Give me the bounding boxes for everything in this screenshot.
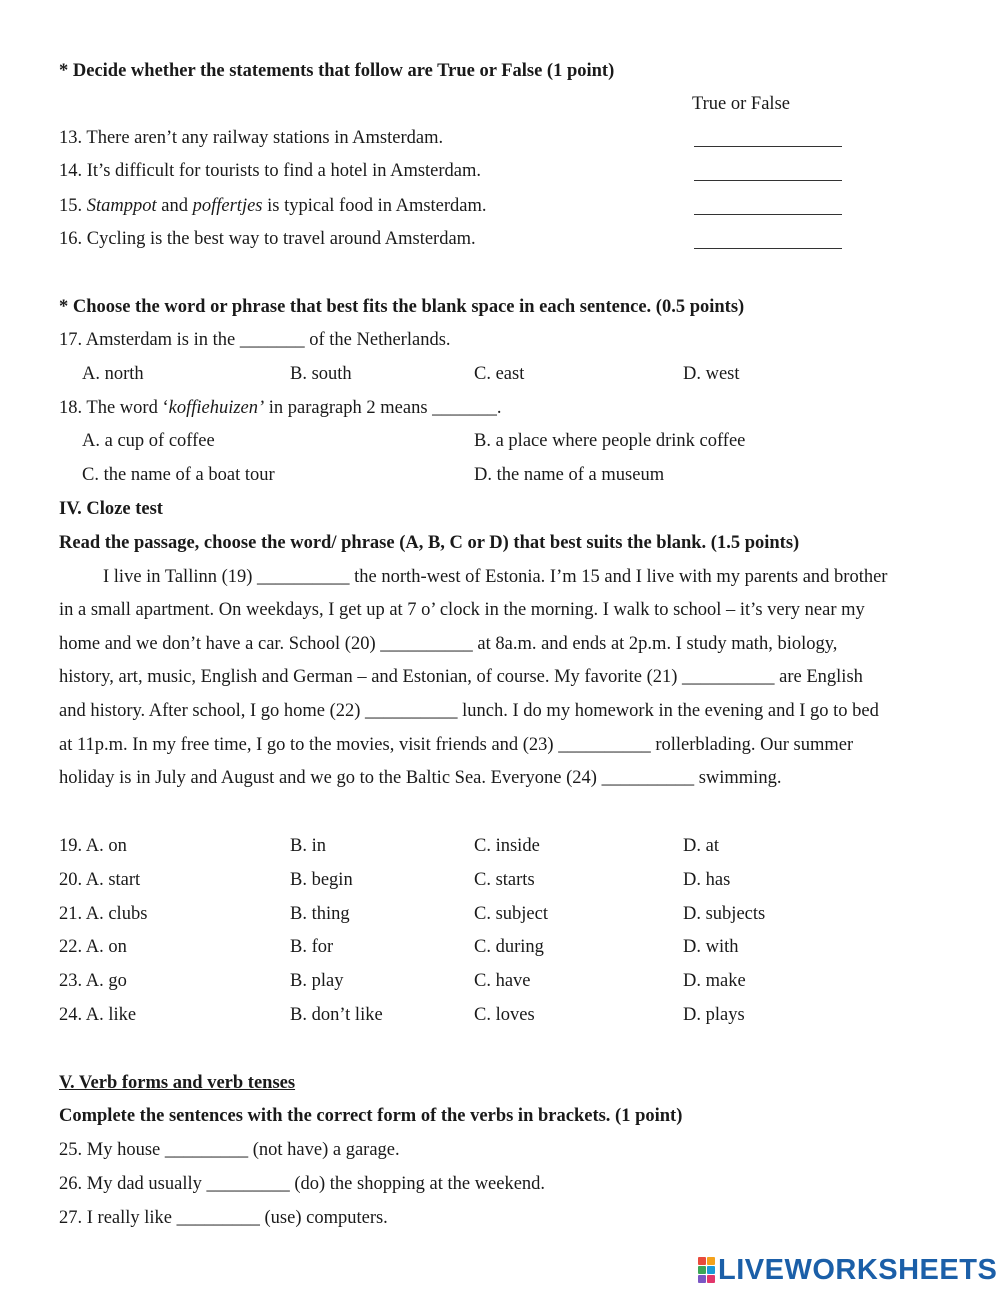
- q23-option-b[interactable]: B. play: [290, 971, 344, 991]
- q15-italic-stamppot: Stamppot: [86, 196, 157, 216]
- answer-blank-16[interactable]: [694, 248, 842, 249]
- q20-option-a[interactable]: 20. A. start: [59, 870, 141, 890]
- passage-line: holiday is in July and August and we go to the Baltic Sea. Everyone (24) __________ swimming.: [59, 768, 782, 788]
- q23-option-c[interactable]: C. have: [474, 971, 531, 991]
- q21-option-c[interactable]: C. subject: [474, 904, 548, 924]
- q24-option-c[interactable]: C. loves: [474, 1005, 535, 1025]
- q20-option-b[interactable]: B. begin: [290, 870, 353, 890]
- logo-square: [707, 1257, 715, 1265]
- q22-option-d[interactable]: D. with: [683, 937, 739, 957]
- logo-square: [707, 1266, 715, 1274]
- q19-option-a[interactable]: 19. A. on: [59, 836, 127, 856]
- question-26: 26. My dad usually _________ (do) the shopping at the weekend.: [59, 1174, 546, 1194]
- question-27: 27. I really like _________ (use) computers.: [59, 1208, 388, 1228]
- verbs-title: V. Verb forms and verb tenses: [59, 1073, 296, 1093]
- q20-option-d[interactable]: D. has: [683, 870, 731, 890]
- question-15: [59, 195, 487, 217]
- q20-option-c[interactable]: C. starts: [474, 870, 535, 890]
- q18-italic-word: koffiehuizen’: [168, 398, 265, 418]
- q22-option-c[interactable]: C. during: [474, 937, 544, 957]
- logo-square: [698, 1275, 706, 1283]
- question-25: 25. My house _________ (not have) a garage.: [59, 1140, 400, 1160]
- question-17: 17. Amsterdam is in the _______ of the Netherlands.: [59, 330, 451, 350]
- q19-option-d[interactable]: D. at: [683, 836, 719, 856]
- q24-option-d[interactable]: D. plays: [683, 1005, 745, 1025]
- logo-square: [698, 1266, 706, 1274]
- q19-option-c[interactable]: C. inside: [474, 836, 540, 856]
- cloze-title: IV. Cloze test: [59, 499, 163, 519]
- q18-prefix: 18. The word ‘: [59, 398, 169, 418]
- q15-and: and: [156, 196, 193, 216]
- question-14: 14. It’s difficult for tourists to find a hotel in Amsterdam.: [59, 161, 482, 181]
- q19-option-b[interactable]: B. in: [290, 836, 326, 856]
- q21-option-b[interactable]: B. thing: [290, 904, 350, 924]
- q22-option-a[interactable]: 22. A. on: [59, 937, 127, 957]
- passage-line: at 11p.m. In my free time, I go to the movies, visit friends and (23) __________ rollerblading. Our summer: [59, 735, 854, 755]
- question-16: 16. Cycling is the best way to travel around Amsterdam.: [59, 229, 476, 249]
- passage-line: I live in Tallinn (19) __________ the north-west of Estonia. I’m 15 and I live with my parents and brother: [103, 567, 888, 587]
- cloze-instruction: Read the passage, choose the word/ phrase (A, B, C or D) that best suits the blank. (1.5 points): [59, 533, 800, 553]
- q21-option-a[interactable]: 21. A. clubs: [59, 904, 148, 924]
- q17-option-d[interactable]: D. west: [683, 364, 740, 384]
- q18-option-d[interactable]: D. the name of a museum: [474, 465, 665, 485]
- q18-option-b[interactable]: B. a place where people drink coffee: [474, 431, 746, 451]
- q24-option-a[interactable]: 24. A. like: [59, 1005, 137, 1025]
- verbs-instruction: Complete the sentences with the correct form of the verbs in brackets. (1 point): [59, 1106, 683, 1126]
- q23-option-d[interactable]: D. make: [683, 971, 746, 991]
- passage-line: in a small apartment. On weekdays, I get up at 7 o’ clock in the morning. I walk to school – it’s very near my: [59, 600, 865, 620]
- logo-square: [707, 1275, 715, 1283]
- q24-option-b[interactable]: B. don’t like: [290, 1005, 383, 1025]
- logo-mark-icon: [698, 1257, 715, 1283]
- q17-option-c[interactable]: C. east: [474, 364, 525, 384]
- logo-text: LIVEWORKSHEETS: [718, 1254, 998, 1286]
- q21-option-d[interactable]: D. subjects: [683, 904, 766, 924]
- q17-option-b[interactable]: B. south: [290, 364, 352, 384]
- answer-blank-13[interactable]: [694, 146, 842, 147]
- q15-italic-poffertjes: poffertjes: [192, 196, 263, 216]
- tf-column-label: True or False: [692, 94, 790, 114]
- q17-option-a[interactable]: A. north: [82, 364, 144, 384]
- liveworksheets-logo: [698, 1255, 997, 1285]
- q15-suffix: is typical food in Amsterdam.: [262, 196, 487, 216]
- answer-blank-15[interactable]: [694, 214, 842, 215]
- q22-option-b[interactable]: B. for: [290, 937, 334, 957]
- q18-option-c[interactable]: C. the name of a boat tour: [82, 465, 275, 485]
- question-18: [59, 397, 502, 419]
- q18-option-a[interactable]: A. a cup of coffee: [82, 431, 215, 451]
- answer-blank-14[interactable]: [694, 180, 842, 181]
- tf-heading: * Decide whether the statements that follow are True or False (1 point): [59, 61, 615, 81]
- passage-line: home and we don’t have a car. School (20) __________ at 8a.m. and ends at 2p.m. I study math, biology,: [59, 634, 838, 654]
- passage-line: history, art, music, English and German – and Estonian, of course. My favorite (21) __________ are English: [59, 667, 863, 687]
- question-13: 13. There aren’t any railway stations in Amsterdam.: [59, 128, 444, 148]
- q23-option-a[interactable]: 23. A. go: [59, 971, 127, 991]
- passage-line: and history. After school, I go home (22) __________ lunch. I do my homework in the evening and I go to bed: [59, 701, 879, 721]
- logo-square: [698, 1257, 706, 1265]
- q15-prefix: 15.: [59, 196, 87, 216]
- choose-heading: * Choose the word or phrase that best fits the blank space in each sentence. (0.5 points): [59, 297, 745, 317]
- q18-suffix: in paragraph 2 means _______.: [264, 398, 502, 418]
